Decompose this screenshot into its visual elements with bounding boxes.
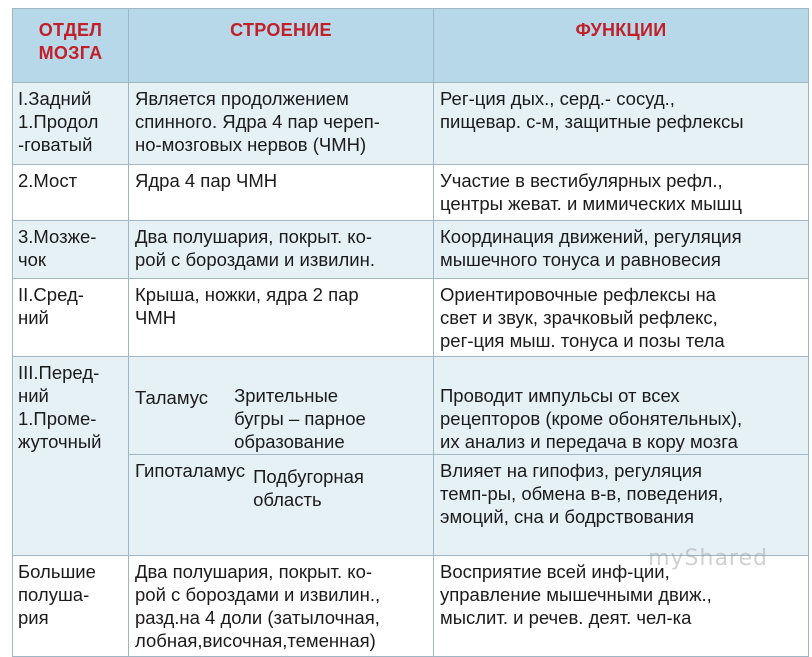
functions-cell: Восприятие всей инф-ции, управление мышечными движ., мыслит. и речев. деят. чел-ка xyxy=(434,556,809,657)
functions-cell: Рег-ция дых., серд.- сосуд., пищевар. с-м, защитные рефлексы xyxy=(434,83,809,165)
dept-cell: Большие полуша- рия xyxy=(13,556,129,657)
thalamus-functions: Проводит импульсы от всех рецепторов (кроме обонятельных), их анализ и передача в кору мозга xyxy=(440,385,743,452)
hypothalamus-desc: Подбугорная область xyxy=(253,466,364,510)
table-row xyxy=(13,221,809,279)
hypothalamus-functions: Влияет на гипофиз, регуляция темп-ры, обмена в-в, поведения, эмоций, сна и бодрствования xyxy=(434,454,808,532)
table-row xyxy=(13,279,809,357)
functions-cell: Участие в вестибулярных рефл., центры жеват. и мимических мышц xyxy=(434,165,809,221)
watermark-text: myShared xyxy=(648,546,768,571)
structure-cell: Является продолжением спинного. Ядра 4 пар череп- но-мозговых нервов (ЧМН) xyxy=(129,83,434,165)
structure-cell: Крыша, ножки, ядра 2 пар ЧМН xyxy=(129,279,434,357)
header-dept: ОТДЕЛ МОЗГА xyxy=(13,9,129,83)
header-structure: СТРОЕНИЕ xyxy=(129,9,434,83)
header-functions: ФУНКЦИИ xyxy=(434,9,809,83)
structure-cell: Два полушария, покрыт. ко- рой с бороздами и извилин., разд.на 4 доли (затылочная, лобная,височная,теменная) xyxy=(129,556,434,657)
hypothalamus-block xyxy=(129,454,433,515)
dept-cell: II.Сред- ний xyxy=(13,279,129,357)
structure-cell: Ядра 4 пар ЧМН xyxy=(129,165,434,221)
structure-cell xyxy=(129,357,434,556)
hypothalamus-name: Гипоталамус xyxy=(135,460,246,481)
dept-cell: 3.Мозже- чок xyxy=(13,221,129,279)
functions-cell: Координация движений, регуляция мышечного тонуса и равновесия xyxy=(434,221,809,279)
table-row xyxy=(13,165,809,221)
table-row xyxy=(13,357,809,556)
functions-cell: Ориентировочные рефлексы на свет и звук, зрачковый рефлекс, рег-ция мыш. тонуса и позы тела xyxy=(434,279,809,357)
header-row xyxy=(13,9,809,83)
thalamus-desc: Зрительные бугры – парное образование xyxy=(234,385,366,452)
structure-cell: Два полушария, покрыт. ко- рой с бороздами и извилин. xyxy=(129,221,434,279)
thalamus-block xyxy=(129,380,433,454)
table-row xyxy=(13,83,809,165)
dept-cell: I.Задний 1.Продол -говатый xyxy=(13,83,129,165)
dept-cell: 2.Мост xyxy=(13,165,129,221)
thalamus-name: Таламус xyxy=(135,387,209,408)
functions-cell xyxy=(434,357,809,556)
dept-cell: III.Перед- ний 1.Проме- жуточный xyxy=(13,357,129,556)
